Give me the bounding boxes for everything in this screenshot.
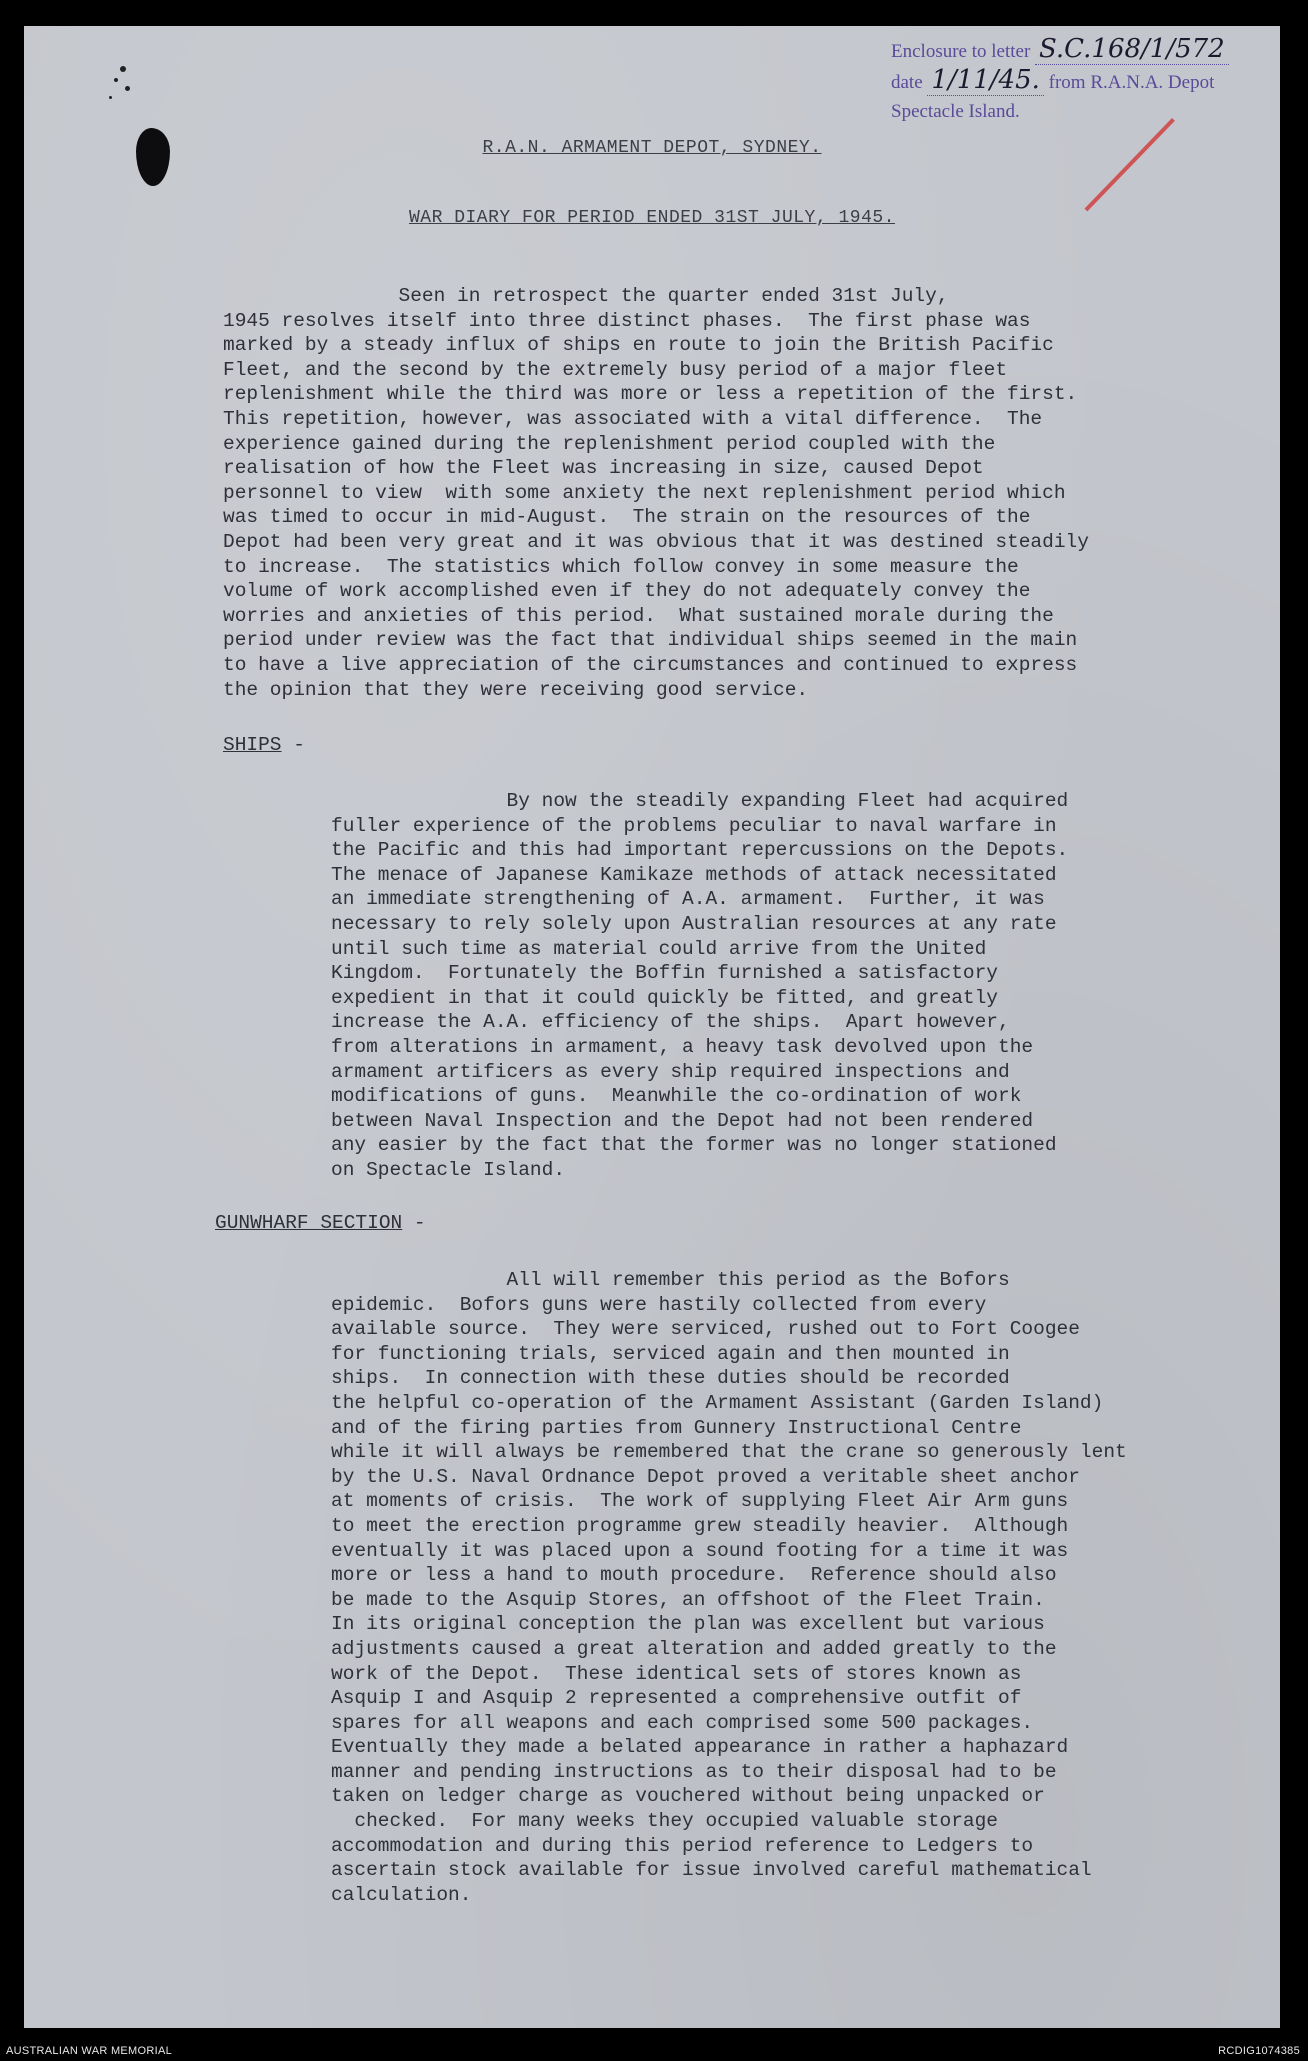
stamp-line-1 bbox=[891, 34, 1286, 65]
text-line: Seen in retrospect the quarter ended 31st July, bbox=[223, 285, 949, 307]
text-line: In its original conception the plan was excellent but various bbox=[331, 1613, 1045, 1636]
text-line: volume of work accomplished even if they do not adequately convey the bbox=[223, 580, 1031, 603]
text-line: more or less a hand to mouth procedure. Reference should also bbox=[331, 1564, 1057, 1587]
text-line: the helpful co-operation of the Armament Assistant (Garden Island) bbox=[331, 1391, 1104, 1414]
text-line: until such time as material could arrive from the United bbox=[331, 937, 987, 960]
document-page bbox=[24, 26, 1280, 2028]
footer-id: RCDIG1074385 bbox=[1218, 2045, 1300, 2057]
ink-dot bbox=[109, 96, 112, 99]
text-line: modifications of guns. Meanwhile the co-ordination of work bbox=[331, 1085, 1022, 1108]
text-line: from alterations in armament, a heavy task devolved upon the bbox=[331, 1035, 1034, 1058]
text-line: the Pacific and this had important repercussions on the Depots. bbox=[331, 839, 1069, 862]
stamp-line-2 bbox=[891, 65, 1286, 96]
text-line: and of the firing parties from Gunnery Instructional Centre bbox=[331, 1416, 1022, 1439]
text-line: The menace of Japanese Kamikaze methods of attack necessitated bbox=[331, 863, 1057, 886]
text-line: Depot had been very great and it was obvious that it was destined steadily bbox=[223, 530, 1089, 553]
text-line: on Spectacle Island. bbox=[331, 1158, 566, 1181]
ink-dot bbox=[114, 78, 118, 82]
text-line: work of the Depot. These identical sets of stores known as bbox=[331, 1662, 1022, 1685]
gunwharf-heading bbox=[215, 1212, 426, 1234]
text-line: checked. For many weeks they occupied valuable storage bbox=[331, 1810, 999, 1833]
text-line: armament artificers as every ship required inspections and bbox=[331, 1060, 1010, 1083]
text-line: between Naval Inspection and the Depot had not been rendered bbox=[331, 1109, 1034, 1132]
text-line: any easier by the fact that the former was no longer stationed bbox=[331, 1134, 1057, 1157]
ships-heading bbox=[223, 734, 305, 756]
text-line: marked by a steady influx of ships en route to join the British Pacific bbox=[223, 334, 1054, 357]
text-line: ascertain stock available for issue involved careful mathematical bbox=[331, 1859, 1092, 1882]
text-line: calculation. bbox=[331, 1883, 472, 1906]
page-subtitle: WAR DIARY FOR PERIOD ENDED 31ST JULY, 1945. bbox=[409, 208, 895, 228]
text-line: Eventually they made a belated appearance in rather a haphazard bbox=[331, 1736, 1069, 1759]
text-line: while it will always be remembered that the crane so generously lent bbox=[331, 1441, 1127, 1464]
text-line: accommodation and during this period reference to Ledgers to bbox=[331, 1834, 1034, 1857]
text-line: spares for all weapons and each comprised some 500 packages. bbox=[331, 1711, 1034, 1734]
text-line: to increase. The statistics which follow convey in some measure the bbox=[223, 555, 1019, 578]
text-line: was timed to occur in mid-August. The strain on the resources of the bbox=[223, 506, 1031, 529]
stamp-from: from R.A.N.A. Depot bbox=[1048, 72, 1215, 93]
text-line: expedient in that it could quickly be fitted, and greatly bbox=[331, 986, 999, 1009]
text-line: realisation of how the Fleet was increasing in size, caused Depot bbox=[223, 457, 984, 480]
text-line: for functioning trials, serviced again and then mounted in bbox=[331, 1342, 1010, 1365]
gunwharf-paragraph bbox=[331, 1268, 1127, 1907]
ships-heading-label: SHIPS bbox=[223, 734, 282, 756]
text-line: Fleet, and the second by the extremely busy period of a major fleet bbox=[223, 358, 1008, 381]
text-line: adjustments caused a great alteration and added greatly to the bbox=[331, 1637, 1057, 1660]
letter-reference: S.C.168/1/572 bbox=[1035, 34, 1229, 65]
gunwharf-heading-label: GUNWHARF SECTION bbox=[215, 1212, 403, 1234]
text-line: by the U.S. Naval Ordnance Depot proved a veritable sheet anchor bbox=[331, 1465, 1080, 1488]
text-line: All will remember this period as the Bofors bbox=[331, 1269, 1010, 1291]
gunwharf-heading-dash: - bbox=[402, 1212, 426, 1234]
text-line: an immediate strengthening of A.A. armament. Further, it was bbox=[331, 888, 1045, 911]
intro-paragraph bbox=[223, 284, 1089, 702]
text-line: 1945 resolves itself into three distinct phases. The first phase was bbox=[223, 309, 1031, 332]
text-line: be made to the Asquip Stores, an offshoot of the Fleet Train. bbox=[331, 1588, 1045, 1611]
text-line: ships. In connection with these duties should be recorded bbox=[331, 1367, 1010, 1390]
ink-dot bbox=[125, 86, 130, 91]
enclosure-stamp bbox=[891, 34, 1286, 127]
text-line: to meet the erection programme grew steadily heavier. Although bbox=[331, 1514, 1069, 1537]
text-line: increase the A.A. efficiency of the ships. Apart however, bbox=[331, 1011, 1010, 1034]
ships-paragraph bbox=[331, 789, 1068, 1183]
text-line: Kingdom. Fortunately the Boffin furnished a satisfactory bbox=[331, 962, 999, 985]
text-line: available source. They were serviced, rushed out to Fort Coogee bbox=[331, 1318, 1080, 1341]
text-line: worries and anxieties of this period. What sustained morale during the bbox=[223, 604, 1054, 627]
text-line: Asquip I and Asquip 2 represented a comprehensive outfit of bbox=[331, 1687, 1022, 1710]
stamp-date: 1/11/45. bbox=[927, 65, 1044, 96]
ink-dot bbox=[120, 66, 126, 72]
footer-source: AUSTRALIAN WAR MEMORIAL bbox=[6, 2045, 173, 2057]
text-line: replenishment while the third was more or less a repetition of the first. bbox=[223, 383, 1078, 406]
text-line: fuller experience of the problems peculiar to naval warfare in bbox=[331, 814, 1057, 837]
ships-heading-dash: - bbox=[281, 734, 305, 756]
text-line: to have a live appreciation of the circumstances and continued to express bbox=[223, 653, 1078, 676]
page-title: R.A.N. ARMAMENT DEPOT, SYDNEY. bbox=[482, 138, 822, 158]
text-line: epidemic. Bofors guns were hastily collected from every bbox=[331, 1293, 987, 1316]
red-pencil-mark bbox=[1084, 118, 1174, 211]
text-line: the opinion that they were receiving good service. bbox=[223, 678, 809, 701]
text-line: at moments of crisis. The work of supplying Fleet Air Arm guns bbox=[331, 1490, 1069, 1513]
text-line: manner and pending instructions as to their disposal had to be bbox=[331, 1760, 1057, 1783]
text-line: period under review was the fact that individual ships seemed in the main bbox=[223, 629, 1078, 652]
text-line: necessary to rely solely upon Australian resources at any rate bbox=[331, 912, 1057, 935]
text-line: This repetition, however, was associated with a vital difference. The bbox=[223, 407, 1043, 430]
text-line: experience gained during the replenishment period coupled with the bbox=[223, 432, 996, 455]
text-line: taken on ledger charge as vouchered without being unpacked or bbox=[331, 1785, 1045, 1808]
text-line: eventually it was placed upon a sound footing for a time it was bbox=[331, 1539, 1069, 1562]
stamp-label: Enclosure to letter bbox=[891, 41, 1031, 62]
stamp-date-label: date bbox=[891, 72, 923, 93]
stamp-line-3: Spectacle Island. bbox=[891, 101, 1020, 122]
text-line: By now the steadily expanding Fleet had acquired bbox=[331, 790, 1069, 812]
text-line: personnel to view with some anxiety the next replenishment period which bbox=[223, 481, 1066, 504]
